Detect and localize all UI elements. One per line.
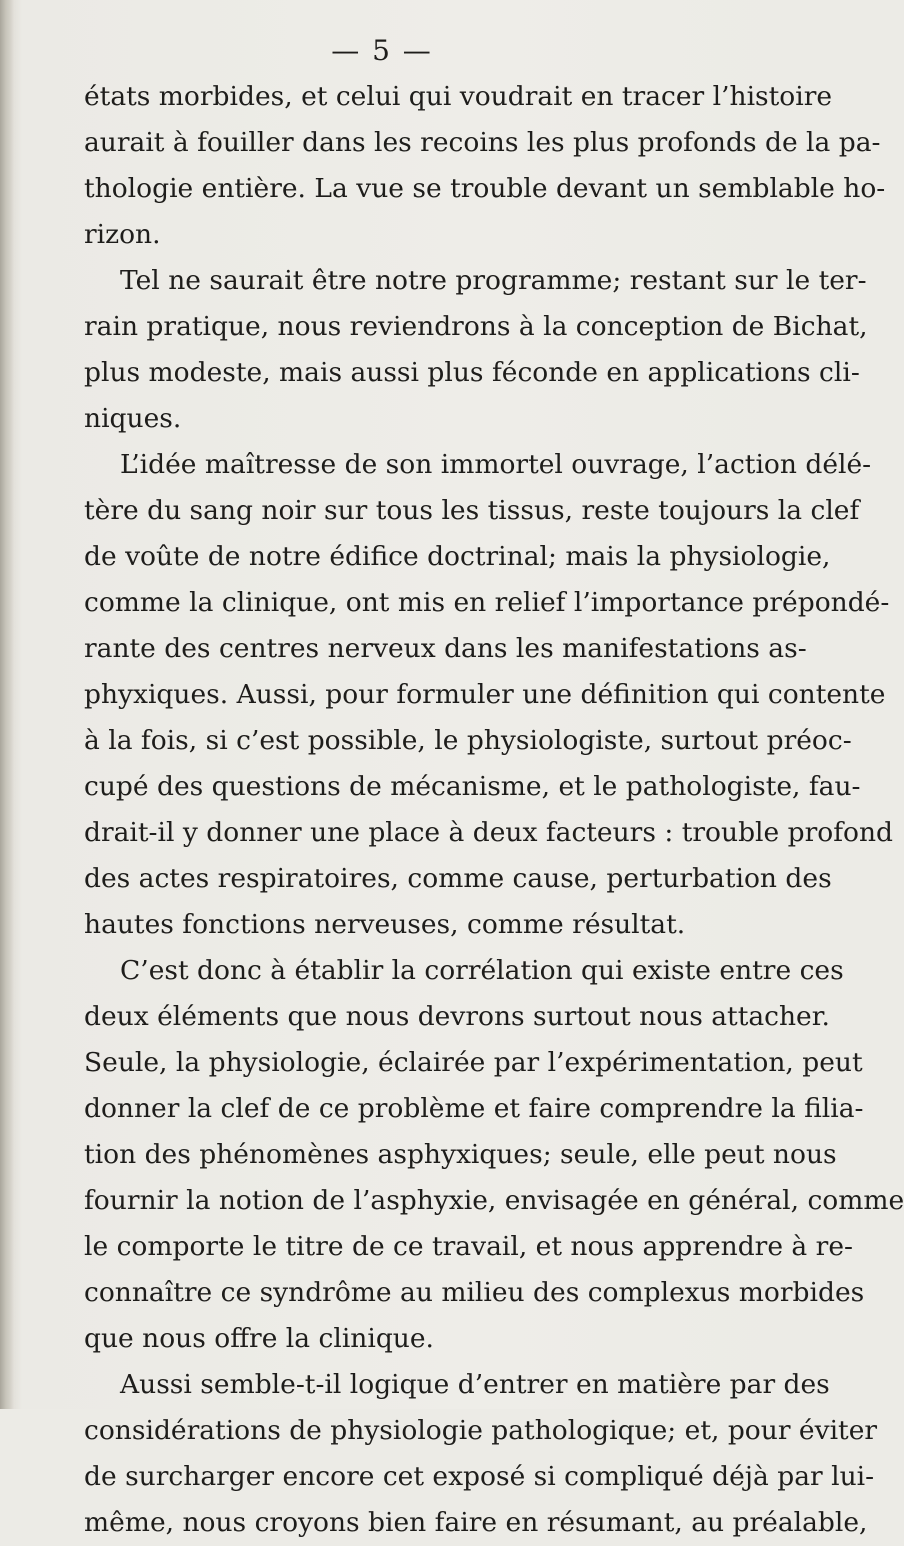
text-line: de surcharger encore cet exposé si compliqué déjà par lui-: [84, 1461, 875, 1492]
text-line: aurait à fouiller dans les recoins les plus profonds de la pa-: [84, 127, 881, 158]
text-line: drait-il y donner une place à deux facteurs : trouble profond: [84, 817, 893, 848]
text-line: tère du sang noir sur tous les tissus, reste toujours la clef: [84, 495, 860, 526]
text-line: niques.: [84, 403, 182, 434]
text-line: deux éléments que nous devrons surtout nous attacher.: [84, 1001, 830, 1032]
text-line: cupé des questions de mécanisme, et le pathologiste, fau-: [84, 771, 861, 802]
text-line: plus modeste, mais aussi plus féconde en applications cli-: [84, 357, 860, 388]
text-line: fournir la notion de l’asphyxie, envisagée en général, comme: [84, 1185, 904, 1216]
text-line: des actes respiratoires, comme cause, perturbation des: [84, 863, 832, 894]
text-line: que nous offre la clinique.: [84, 1323, 434, 1354]
page-number: — 5 —: [331, 34, 433, 67]
text-line: L’idée maîtresse de son immortel ouvrage, l’action délé-: [120, 449, 872, 480]
text-line: phyxiques. Aussi, pour formuler une définition qui contente: [84, 679, 886, 710]
text-line: C’est donc à établir la corrélation qui existe entre ces: [120, 955, 844, 986]
body-text: [84, 74, 904, 1546]
text-line: tion des phénomènes asphyxiques; seule, elle peut nous: [84, 1139, 837, 1170]
text-line: thologie entière. La vue se trouble devant un semblable ho-: [84, 173, 886, 204]
text-line: états morbides, et celui qui voudrait en tracer l’histoire: [84, 81, 833, 112]
text-line: rain pratique, nous reviendrons à la conception de Bichat,: [84, 311, 868, 342]
text-line: rante des centres nerveux dans les manifestations as-: [84, 633, 807, 664]
text-line: de voûte de notre édifice doctrinal; mais la physiologie,: [84, 541, 831, 572]
text-line: même, nous croyons bien faire en résumant, au préalable,: [84, 1507, 868, 1538]
text-line: hautes fonctions nerveuses, comme résultat.: [84, 909, 686, 940]
text-line: connaître ce syndrôme au milieu des complexus morbides: [84, 1277, 865, 1308]
text-line: comme la clinique, ont mis en relief l’importance prépondé-: [84, 587, 890, 618]
text-line: donner la clef de ce problème et faire comprendre la filia-: [84, 1093, 864, 1124]
text-line: considérations de physiologie pathologique; et, pour éviter: [84, 1415, 878, 1446]
text-line: Aussi semble-t-il logique d’entrer en matière par des: [120, 1369, 830, 1400]
text-line: Tel ne saurait être notre programme; restant sur le ter-: [120, 265, 867, 296]
text-line: rizon.: [84, 219, 161, 250]
text-line: à la fois, si c’est possible, le physiologiste, surtout préoc-: [84, 725, 852, 756]
text-line: le comporte le titre de ce travail, et nous apprendre à re-: [84, 1231, 853, 1262]
page-spine-shadow: [0, 0, 14, 1409]
text-line: Seule, la physiologie, éclairée par l’expérimentation, peut: [84, 1047, 863, 1078]
